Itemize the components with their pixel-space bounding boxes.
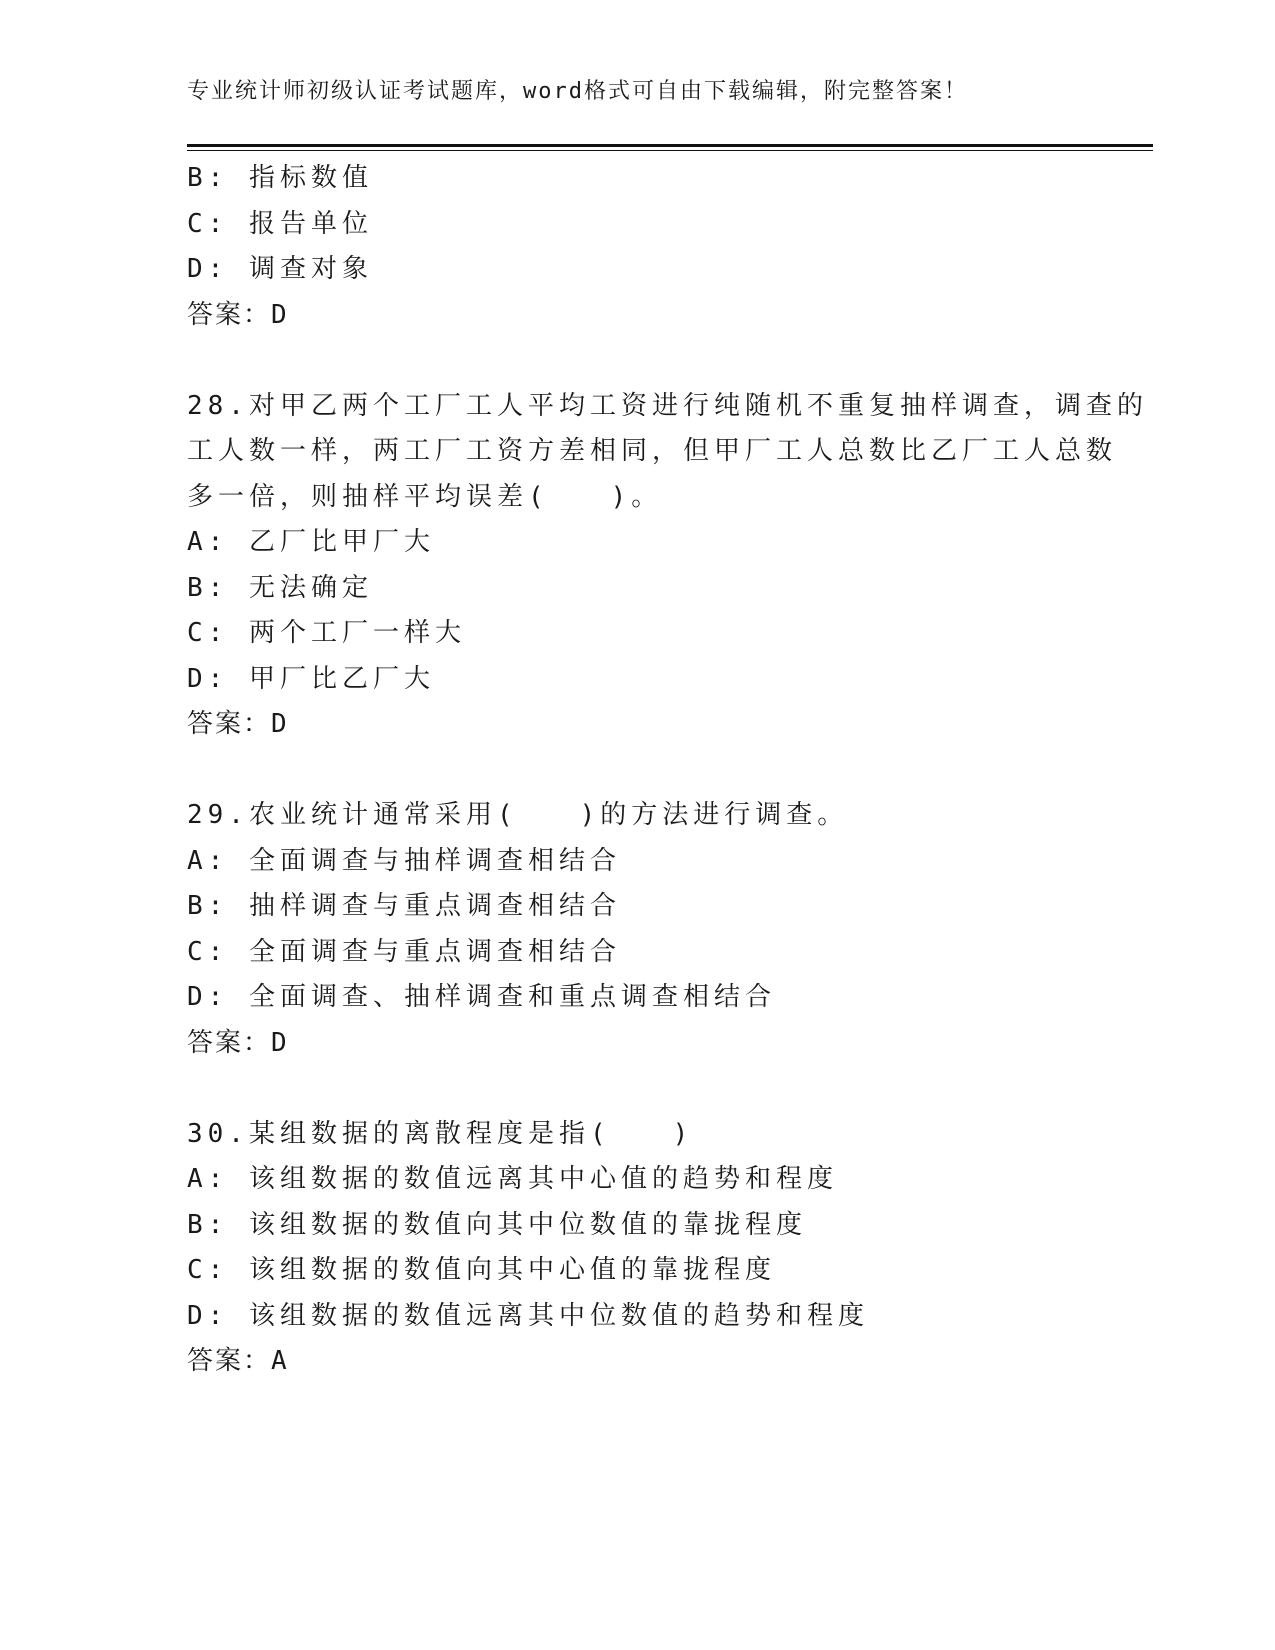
- option-c: C: 报告单位: [187, 208, 373, 239]
- option-d: D: 该组数据的数值远离其中位数值的趋势和程度: [187, 1300, 869, 1331]
- option-a: A: 全面调查与抽样调查相结合: [187, 845, 621, 876]
- question-text-line: 28.对甲乙两个工厂工人平均工资进行纯随机不重复抽样调查，调查的: [187, 390, 1148, 421]
- header-rule-thick: [187, 144, 1153, 147]
- document-body: [187, 156, 1148, 1385]
- header-rule-thin: [187, 150, 1153, 151]
- option-d: D: 甲厂比乙厂大: [187, 663, 435, 694]
- question-text-line: 30.某组数据的离散程度是指( ): [187, 1118, 694, 1149]
- option-b: B: 指标数值: [187, 163, 373, 193]
- answer: 答案：D: [187, 299, 289, 330]
- question-28: [187, 384, 1148, 748]
- option-a: A: 该组数据的数值远离其中心值的趋势和程度: [187, 1164, 838, 1194]
- option-b: B: 无法确定: [187, 572, 373, 603]
- question-text-line: 29.农业统计通常采用( )的方法进行调查。: [187, 800, 849, 830]
- answer: 答案：D: [187, 1027, 289, 1058]
- question-text-line: 多一倍，则抽样平均误差( )。: [187, 481, 663, 512]
- option-a: A: 乙厂比甲厂大: [187, 527, 435, 557]
- page-header: 专业统计师初级认证考试题库，word格式可自由下载编辑，附完整答案！: [187, 79, 968, 104]
- prev-question-block: [187, 156, 1087, 338]
- question-30: [187, 1112, 1087, 1385]
- answer: 答案：A: [187, 1346, 289, 1376]
- option-d: D: 调查对象: [187, 254, 373, 284]
- spacer: [187, 338, 1087, 384]
- option-c: C: 全面调查与重点调查相结合: [187, 936, 621, 967]
- option-c: C: 两个工厂一样大: [187, 618, 466, 648]
- question-29: [187, 793, 1087, 1066]
- spacer: [187, 1066, 1087, 1112]
- spacer: [187, 748, 1087, 794]
- option-b: B: 该组数据的数值向其中位数值的靠拢程度: [187, 1209, 807, 1240]
- option-d: D: 全面调查、抽样调查和重点调查相结合: [187, 982, 776, 1012]
- answer: 答案：D: [187, 709, 289, 739]
- option-b: B: 抽样调查与重点调查相结合: [187, 891, 621, 921]
- option-c: C: 该组数据的数值向其中心值的靠拢程度: [187, 1255, 776, 1285]
- question-text-line: 工人数一样，两工厂工资方差相同，但甲厂工人总数比乙厂工人总数: [187, 436, 1118, 466]
